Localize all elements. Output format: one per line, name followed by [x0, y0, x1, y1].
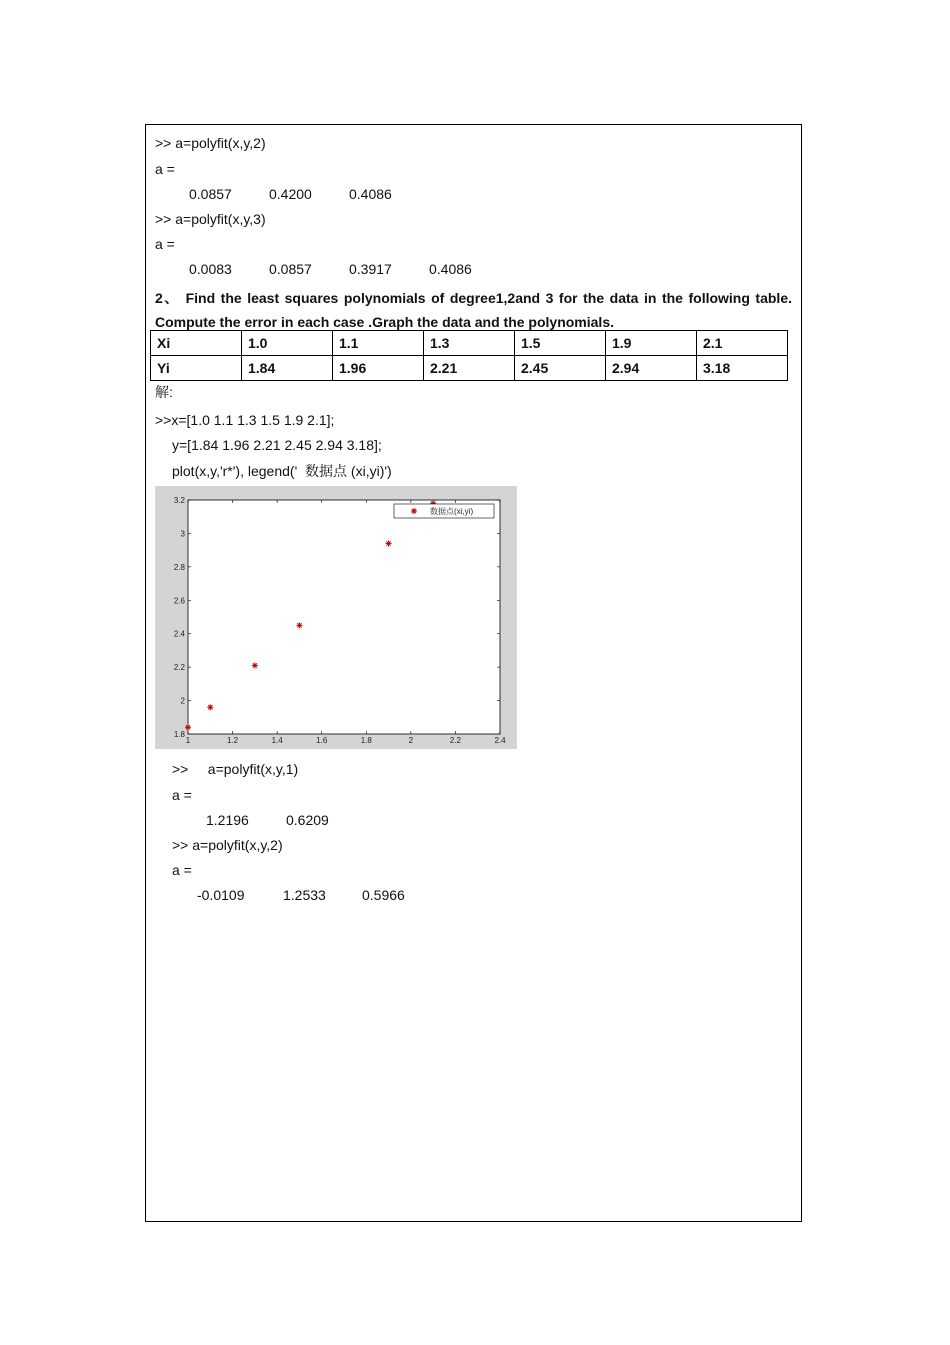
- table-row: [151, 356, 788, 381]
- result-value: 0.4086: [349, 186, 392, 202]
- result-value: 0.3917: [349, 261, 392, 277]
- y-tick-label: 3: [180, 529, 185, 539]
- y-tick-label: 2.4: [173, 629, 185, 639]
- result-value: 0.4200: [269, 186, 312, 202]
- legend-label: 数据点(xi,yi): [430, 507, 474, 516]
- data-point: [207, 704, 213, 710]
- code-line-y: y=[1.84 1.96 2.21 2.45 2.94 3.18];: [172, 437, 382, 453]
- result-value: 0.5966: [362, 887, 405, 903]
- table-cell: Xi: [151, 331, 242, 356]
- table-cell: 1.3: [424, 331, 515, 356]
- result-label: a =: [155, 161, 175, 177]
- table-cell: 1.5: [515, 331, 606, 356]
- table-cell: 3.18: [697, 356, 788, 381]
- result-label: a =: [172, 862, 192, 878]
- command-polyfit-3: >> a=polyfit(x,y,3): [155, 211, 266, 227]
- x-tick-label: 2.4: [494, 736, 506, 745]
- x-tick-label: 1.2: [227, 736, 239, 745]
- table-cell: 1.9: [606, 331, 697, 356]
- result-value: 1.2533: [283, 887, 326, 903]
- y-tick-label: 1.8: [173, 730, 185, 739]
- result-value: 0.4086: [429, 261, 472, 277]
- result-label: a =: [155, 236, 175, 252]
- result-value: 0.0083: [189, 261, 232, 277]
- y-tick-label: 2.8: [173, 562, 185, 572]
- data-point: [185, 724, 191, 730]
- command-polyfit-2-second: >> a=polyfit(x,y,2): [172, 837, 283, 853]
- table-cell: 2.94: [606, 356, 697, 381]
- scatter-plot-figure: [155, 486, 517, 749]
- code-line-plot: plot(x,y,'r*'), legend(' 数据点 (xi,yi)'): [172, 463, 392, 479]
- table-cell: 1.96: [333, 356, 424, 381]
- table-row: [151, 331, 788, 356]
- solution-label: 解:: [155, 384, 173, 400]
- data-table: [150, 330, 788, 381]
- scatter-plot: [155, 486, 517, 749]
- x-tick-label: 1.8: [360, 736, 372, 745]
- y-tick-label: 3.2: [173, 496, 185, 505]
- table-cell: 1.0: [242, 331, 333, 356]
- plot-area: [188, 500, 500, 734]
- result-value: 0.0857: [189, 186, 232, 202]
- x-tick-label: 2: [408, 736, 414, 745]
- command-polyfit-2: >> a=polyfit(x,y,2): [155, 135, 266, 151]
- result-value: 1.2196: [206, 812, 249, 828]
- result-value: 0.0857: [269, 261, 312, 277]
- result-label: a =: [172, 787, 192, 803]
- x-tick-label: 1.4: [271, 736, 283, 745]
- data-point: [252, 662, 258, 668]
- result-value: -0.0109: [197, 887, 245, 903]
- x-tick-label: 1.6: [316, 736, 328, 745]
- table-cell: Yi: [151, 356, 242, 381]
- table-cell: 2.45: [515, 356, 606, 381]
- problem-statement: 2、 Find the least squares polynomials of degree1,2and 3 for the data in the following table. Compute the error in each case .Graph the data and the polynomials.: [155, 290, 792, 330]
- table-cell: 2.1: [697, 331, 788, 356]
- table-cell: 2.21: [424, 356, 515, 381]
- table-cell: 1.1: [333, 331, 424, 356]
- x-tick-label: 1: [185, 736, 191, 745]
- code-line-x: >>x=[1.0 1.1 1.3 1.5 1.9 2.1];: [155, 412, 335, 428]
- table-cell: 1.84: [242, 356, 333, 381]
- command-polyfit-1: >> a=polyfit(x,y,1): [172, 761, 299, 777]
- result-value: 0.6209: [286, 812, 329, 828]
- x-tick-label: 2.2: [449, 736, 461, 745]
- document-frame: [145, 124, 802, 1222]
- y-tick-label: 2: [180, 696, 185, 706]
- y-tick-label: 2.6: [173, 596, 185, 606]
- y-tick-label: 2.2: [173, 663, 185, 673]
